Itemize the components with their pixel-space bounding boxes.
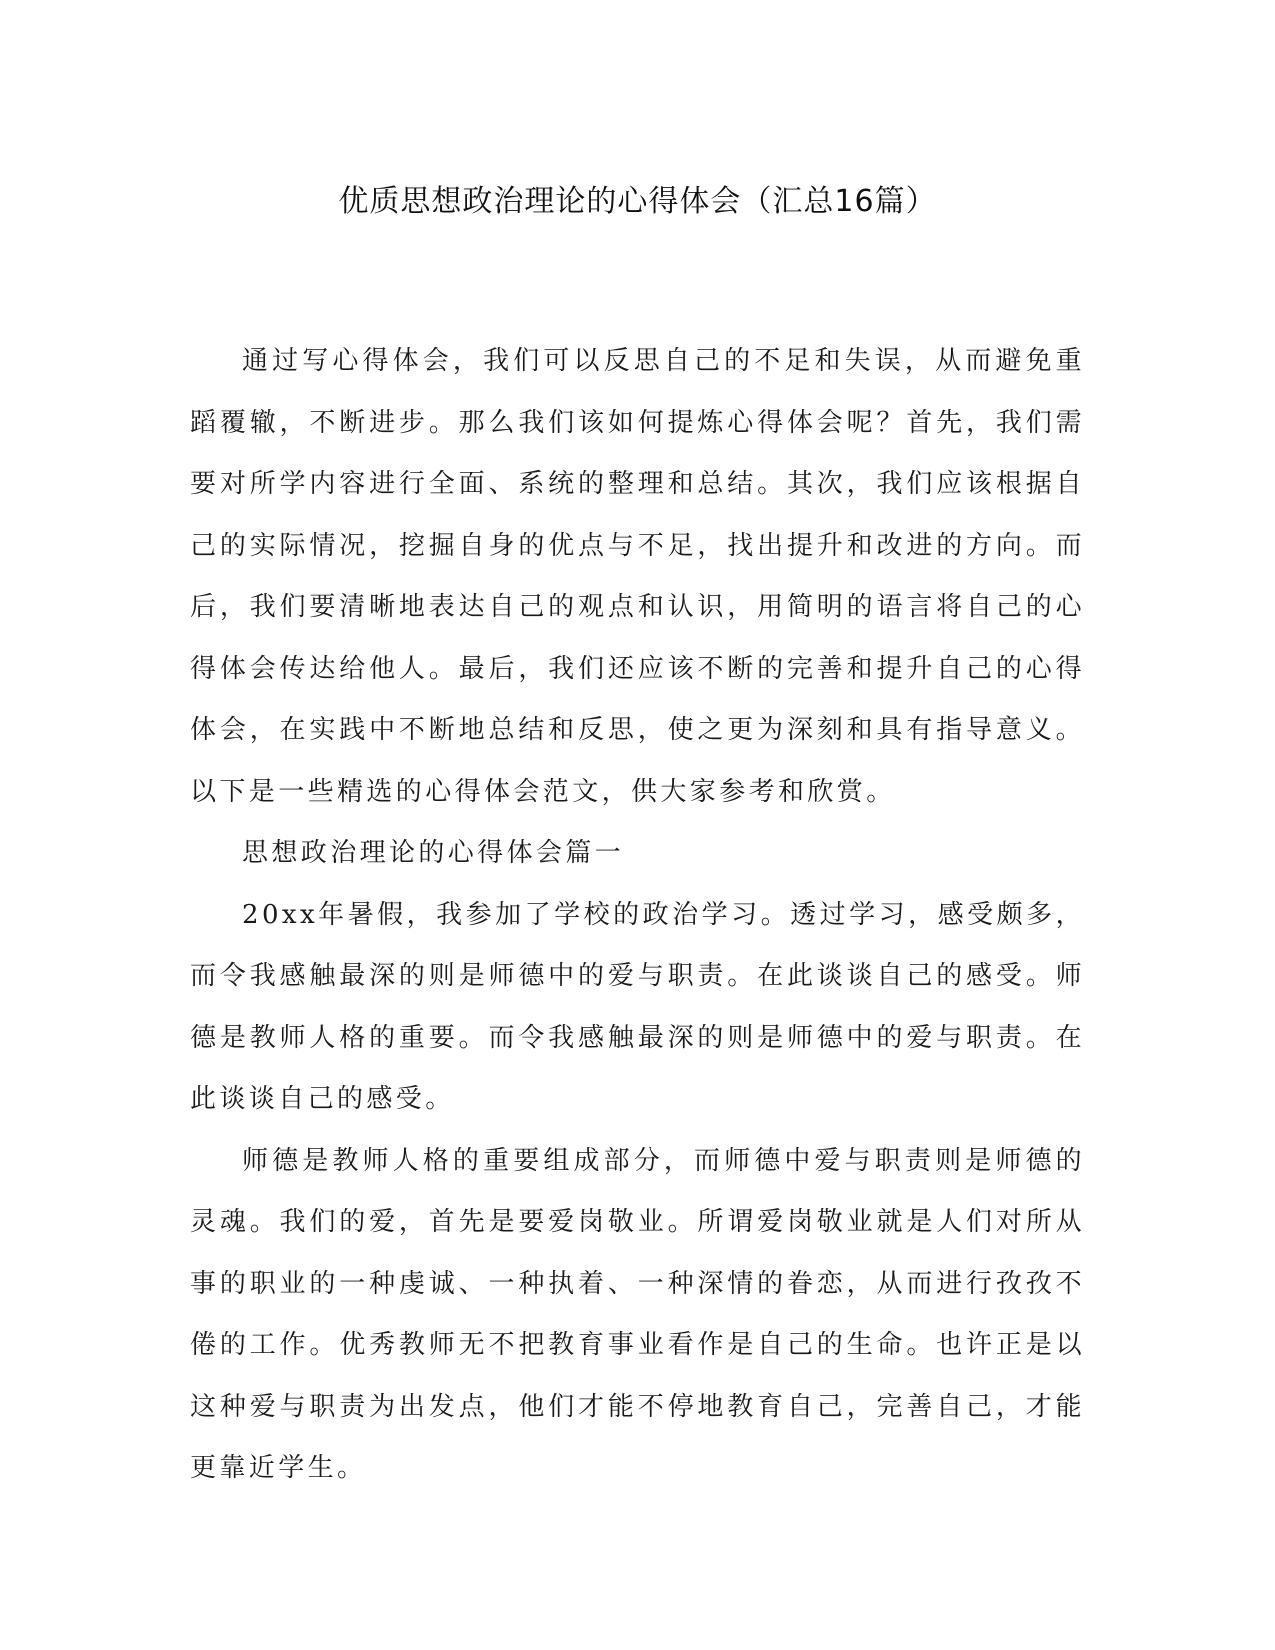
body-paragraph: 师德是教师人格的重要组成部分，而师德中爱与职责则是师德的灵魂。我们的爱，首先是要爱岗敬业。所谓爱岗敬业就是人们对所从事的职业的一种虔诚、一种执着、一种深情的眷恋，从而进行孜孜不倦的工作。优秀教师无不把教育事业看作是自己的生命。也许正是以这种爱与职责为出发点，他们才能不停地教育自己，完善自己，才能更靠近学生。 — [190, 1145, 1085, 1483]
document-title: 优质思想政治理论的心得体会（汇总16篇） — [338, 184, 937, 219]
intro-paragraph: 通过写心得体会，我们可以反思自己的不足和失误，从而避免重蹈覆辙，不断进步。那么我们该如何提炼心得体会呢？首先，我们需要对所学内容进行全面、系统的整理和总结。其次，我们应该根据自己的实际情况，挖掘自身的优点与不足，找出提升和改进的方向。而后，我们要清晰地表达自己的观点和认识，用简明的语言将自己的心得体会传达给他人。最后，我们还应该不断的完善和提升自己的心得体会，在实践中不断地总结和反思，使之更为深刻和具有指导意义。以下是一些精选的心得体会范文，供大家参考和欣赏。 — [190, 346, 1085, 807]
section-heading: 思想政治理论的心得体会篇一 — [242, 838, 625, 868]
body-paragraph: 20xx年暑假，我参加了学校的政治学习。透过学习，感受颇多，而令我感触最深的则是师德中的爱与职责。在此谈谈自己的感受。师德是教师人格的重要。而令我感触最深的则是师德中的爱与职责。在此谈谈自己的感受。 — [190, 899, 1085, 1114]
document-body — [190, 331, 1085, 1500]
